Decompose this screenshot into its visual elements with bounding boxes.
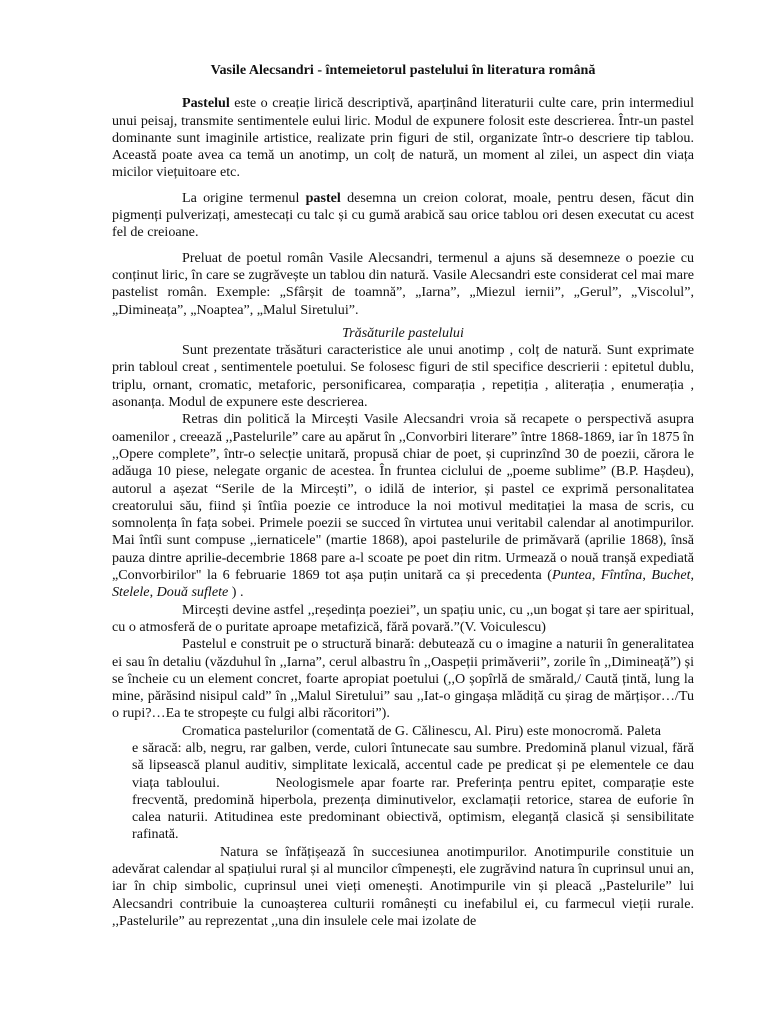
origin-after: desemna un creion colorat, moale, pentru desen, făcut din pigmenți pulverizați, amestecați cu talc și cu gumă arabică sau orice tablou ori desen executat cu acest fel de creioane. [112, 189, 694, 241]
paragraph-origin [112, 190, 694, 242]
work-title: Buchet [651, 567, 691, 584]
history-text: Retras din politică la Mircești Vasile Alecsandri vroia să recapete o perspectivă asupra oamenilor , creează ,,Pastelurile” care au apărut în ,,Convorbiri literare” între 1868-1869, iar în 1875 în ,,Opere complete”, într-o selecție unitară, propusă chiar de poet, și cuprinzînd 30 de poezii, cărora le adăuga 10 piese, nelegate organic de acestea. În fruntea ciclului de „poeme sublime” (B.P. Hașdeu), autorul a așezat “Serile de la Mircești”, o idilă de interior, și pastel ce exprimă personalitatea creatorului său, fiind și întîia poezie ce introduce la noi motivul meditației la masa de scris, cu somnolența în fața sobei. Primele poezii se succed în virtutea unui veritabil calendar al anotimpurilor. Mai întîi sunt compuse ,,iernaticele" (martie 1868), apoi pastelurile de primăvară (aprilie 1868), însă pauza dintre aprilie-decembrie 1868 pare a-l scoate pe poet din ritm. Urmează o nouă tranșă expediată „Convorbirilor" la 6 februarie 1869 tot așa puțin unitară ca și precedenta ( [112, 411, 694, 584]
paragraph-alecsandri: Preluat de poetul român Vasile Alecsandri, termenul a ajuns să desemneze o poezie cu conținut liric, în care se zugrăvește un tablou din natură. Vasile Alecsandri este considerat cel mai mare pastelist român. Exemple: „Sfârșit de toamnă”, „Iarna”, „Miezul iernii”, „Gerul”, „Viscolul”, „Dimineața”, „Noaptea”, „Malul Siretului”. [112, 249, 694, 318]
cromatica-part-b: Neologismele apar foarte rar. Preferința pentru epitet, comparație este frecventă, predomină hiperbola, prezența diminutivelor, exclamații retorice, starea de euforie în calea naturii. Atitudinea este predominant obiectivă, optimism, eleganță clasică și sensibilitate rafinată. [132, 774, 694, 843]
term-pastel: pastel [305, 189, 341, 206]
work-title: Fîntîna [600, 567, 643, 584]
work-title: Puntea [551, 567, 592, 584]
cromatica-part-a: e săracă: alb, negru, rar galben, verde, culori întunecate sau sumbre. Predomină planul vizual, fără să lipsească planul auditiv, simplitate lexicală, accentul cade pe predicat și pe elementele ce dau viața tabloului. [132, 739, 694, 791]
paragraph-features: Sunt prezentate trăsături caracteristice ale unui anotimp , colț de natură. Sunt exprimate prin tabloul creat , sentimentele poetului. Se folosesc figuri de stil specifice descrierii : epitetul dublu, triplu, ornant, cromatic, metaforic, personificarea, comparația , repetiția , aliterația , enumerația , asonanța. Modul de expunere este descrierea. [112, 342, 694, 411]
section-subtitle: Trăsăturile pastelului [342, 324, 464, 341]
work-title: Stelele [112, 584, 150, 601]
term-pastelul: Pastelul [182, 95, 230, 112]
work-title: Două suflete [156, 584, 229, 601]
paragraph-natura: Natura se înfățișează în succesiunea anotimpurilor. Anotimpurile constituie un adevărat calendar al spațiului rural și al muncilor cîmpenești, ele zugrăvind natura în cuprinsul unui an, iar în chip simbolic, cuprinsul unei vieți omenești. Anotimpurile vin și pleacă ,,Pastelurile” lui Alecsandri contribuie la cunoașterea culturii românești cu inefabilul ei, cu farmecul vieții rurale. ,,Pastelurile” au reprezentat ,,una din insulele cele mai izolate de [112, 843, 694, 929]
history-close: ) . [228, 584, 244, 601]
paragraph-history [112, 411, 694, 601]
origin-before: La origine termenul [182, 189, 306, 206]
paragraph-intro [112, 95, 694, 181]
paragraph-mircesti: Mircești devine astfel ,,reședința poeziei”, un spațiu unic, cu ,,un bogat și tare aer spiritual, cu o atmosferă de o puritate aproape metafizică, fără povară.”(V. Voiculescu) [112, 601, 694, 635]
paragraph-cromatica-body [112, 740, 694, 844]
separator: , [690, 567, 695, 584]
separator: , [591, 567, 601, 584]
separator: , [642, 567, 652, 584]
paragraph-cromatica-first: Cromatica pastelurilor (comentată de G. Călinescu, Al. Piru) este monocromă. Paleta [182, 722, 662, 739]
separator: , [149, 584, 157, 601]
document-title: Vasile Alecsandri - întemeietorul pastelului în literatura română [210, 62, 596, 78]
paragraph-structure: Pastelul e construit pe o structură binară: debutează cu o imagine a naturii în generalitatea ei sau în detaliu (văzduhul în ,,Iarna”, cerul albastru în ,,Oaspeții primăverii”, zorile în ,,Dimineață”) și se încheie cu un element concret, foarte apropiat poetului (,,O șopîrlă de smărald,/ Caută țintă, lung la mine, părăsind nisipul cald” în ,,Malul Siretului” sau ,,Iat-o gingașa mlădiță cu șirag de mărțișor…/Tu o rupi?…Ea te stropește cu fulgi albi răcoritori”). [112, 636, 694, 722]
intro-text: este o creație lirică descriptivă, aparținând literaturii culte care, prin intermediul unui peisaj, transmite sentimentele eului liric. Modul de expunere folosit este descrierea. Într-un pastel dominante sunt imaginile artistice, realizate prin figuri de stil, organizate într-o descriere tip tablou. Această poate avea ca temă un anotimp, un colț de natură, un moment al zilei, un aspect din viața micilor viețuitoare etc. [112, 95, 694, 181]
